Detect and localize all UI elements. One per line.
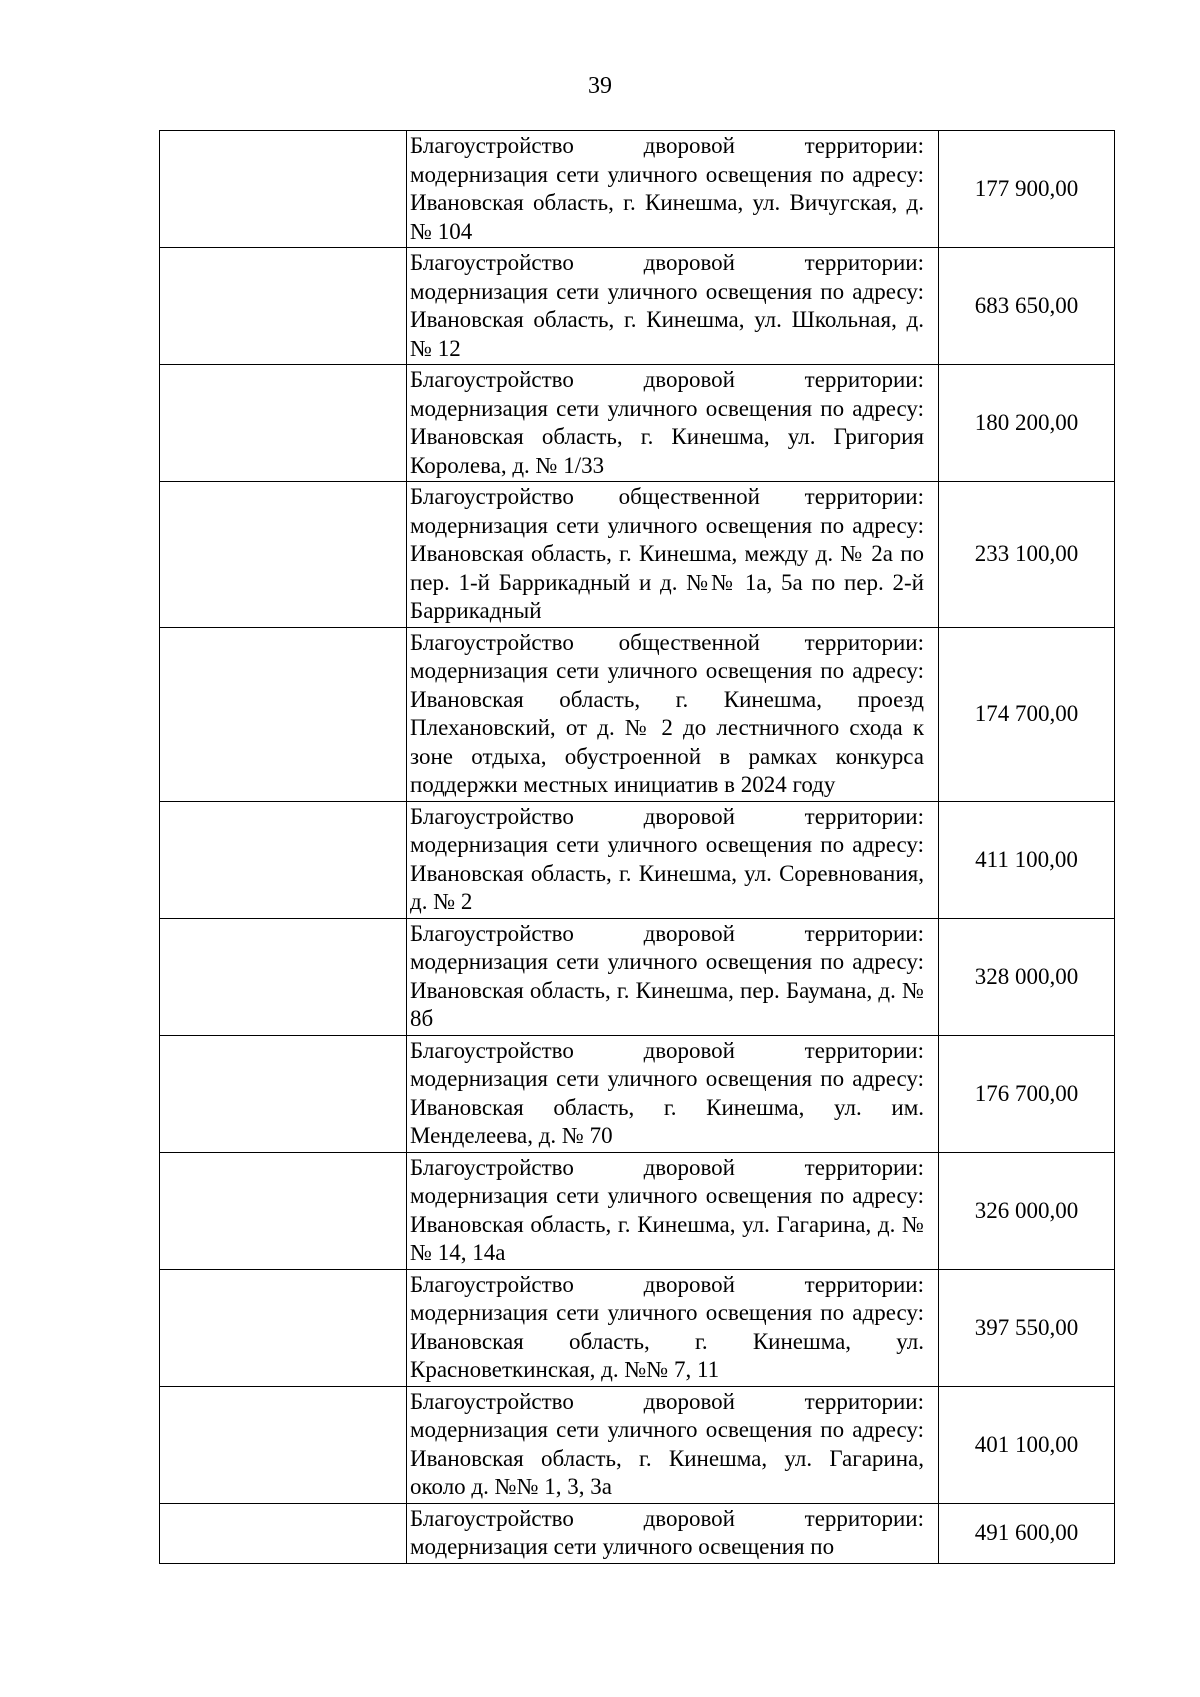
table-row — [160, 1269, 1115, 1386]
row-description: Благоустройство дворовой территории: модернизация сети уличного освещения по адресу: Ивановская область, г. Кинешма, ул. Красноветкинская, д. №№ 7, 11 — [410, 1271, 924, 1382]
amount-cell: 328 000,00 — [939, 918, 1115, 1035]
description-cell — [407, 1269, 939, 1386]
table-row — [160, 131, 1115, 248]
empty-cell — [160, 627, 407, 801]
row-description: Благоустройство дворовой территории: модернизация сети уличного освещения по адресу: Ивановская область, г. Кинешма, ул. Гагарина, около д. №№ 1, 3, 3а — [410, 1388, 924, 1499]
description-cell — [407, 627, 939, 801]
empty-cell — [160, 918, 407, 1035]
table-row — [160, 918, 1115, 1035]
empty-cell — [160, 1269, 407, 1386]
empty-cell — [160, 1035, 407, 1152]
amount-cell: 180 200,00 — [939, 365, 1115, 482]
amount-cell: 233 100,00 — [939, 482, 1115, 628]
table-row — [160, 1386, 1115, 1503]
amount-cell: 177 900,00 — [939, 131, 1115, 248]
table-row — [160, 801, 1115, 918]
empty-cell — [160, 1386, 407, 1503]
amount-cell: 176 700,00 — [939, 1035, 1115, 1152]
description-cell — [407, 248, 939, 365]
empty-cell — [160, 482, 407, 628]
empty-cell — [160, 801, 407, 918]
description-cell — [407, 482, 939, 628]
description-cell — [407, 801, 939, 918]
row-description: Благоустройство дворовой территории: модернизация сети уличного освещения по адресу: Ивановская область, г. Кинешма, ул. Григория Королева, д. № 1/33 — [410, 367, 924, 478]
description-cell — [407, 131, 939, 248]
table-row — [160, 248, 1115, 365]
table-row — [160, 1152, 1115, 1269]
empty-cell — [160, 131, 407, 248]
row-description: Благоустройство дворовой территории: модернизация сети уличного освещения по адресу: Ивановская область, г. Кинешма, ул. Школьная, д. № 12 — [410, 250, 924, 361]
empty-cell — [160, 1152, 407, 1269]
row-description: Благоустройство дворовой территории: модернизация сети уличного освещения по адресу: Ивановская область, г. Кинешма, ул. Гагарина, д. №№ 14, 14а — [410, 1154, 924, 1265]
description-cell — [407, 1503, 939, 1563]
row-description: Благоустройство общественной территории: модернизация сети уличного освещения по адресу: Ивановская область, г. Кинешма, между д. № 2а по пер. 1-й Баррикадный и д. №№ 1а, 5а по пер. 2-й Баррикадный — [410, 484, 924, 623]
table-row — [160, 1035, 1115, 1152]
amount-cell: 397 550,00 — [939, 1269, 1115, 1386]
row-description: Благоустройство дворовой территории: модернизация сети уличного освещения по — [410, 1505, 924, 1559]
page-number: 39 — [588, 73, 612, 99]
empty-cell — [160, 1503, 407, 1563]
amount-cell: 491 600,00 — [939, 1503, 1115, 1563]
description-cell — [407, 1035, 939, 1152]
empty-cell — [160, 365, 407, 482]
table-row — [160, 482, 1115, 628]
row-description: Благоустройство дворовой территории: модернизация сети уличного освещения по адресу: Ивановская область, г. Кинешма, пер. Баумана, д. № 8б — [410, 920, 924, 1031]
row-description: Благоустройство дворовой территории: модернизация сети уличного освещения по адресу: Ивановская область, г. Кинешма, ул. им. Менделеева, д. № 70 — [410, 1037, 924, 1148]
description-cell — [407, 365, 939, 482]
row-description: Благоустройство дворовой территории: модернизация сети уличного освещения по адресу: Ивановская область, г. Кинешма, ул. Вичугская, д. № 104 — [410, 133, 924, 244]
amount-cell: 411 100,00 — [939, 801, 1115, 918]
description-cell — [407, 918, 939, 1035]
row-description: Благоустройство общественной территории: модернизация сети уличного освещения по адресу: Ивановская область, г. Кинешма, проезд Плехановский, от д. № 2 до лестничного схода к зоне отдыха, обустроенной в рамках конкурса поддержки местных инициатив в 2024 году — [410, 629, 924, 797]
amount-cell: 174 700,00 — [939, 627, 1115, 801]
table-row — [160, 365, 1115, 482]
table-row — [160, 627, 1115, 801]
amount-cell: 683 650,00 — [939, 248, 1115, 365]
budget-table — [159, 130, 1115, 1564]
amount-cell: 326 000,00 — [939, 1152, 1115, 1269]
row-description: Благоустройство дворовой территории: модернизация сети уличного освещения по адресу: Ивановская область, г. Кинешма, ул. Соревнования, д. № 2 — [410, 803, 924, 914]
empty-cell — [160, 248, 407, 365]
description-cell — [407, 1386, 939, 1503]
description-cell — [407, 1152, 939, 1269]
amount-cell: 401 100,00 — [939, 1386, 1115, 1503]
table-row — [160, 1503, 1115, 1563]
